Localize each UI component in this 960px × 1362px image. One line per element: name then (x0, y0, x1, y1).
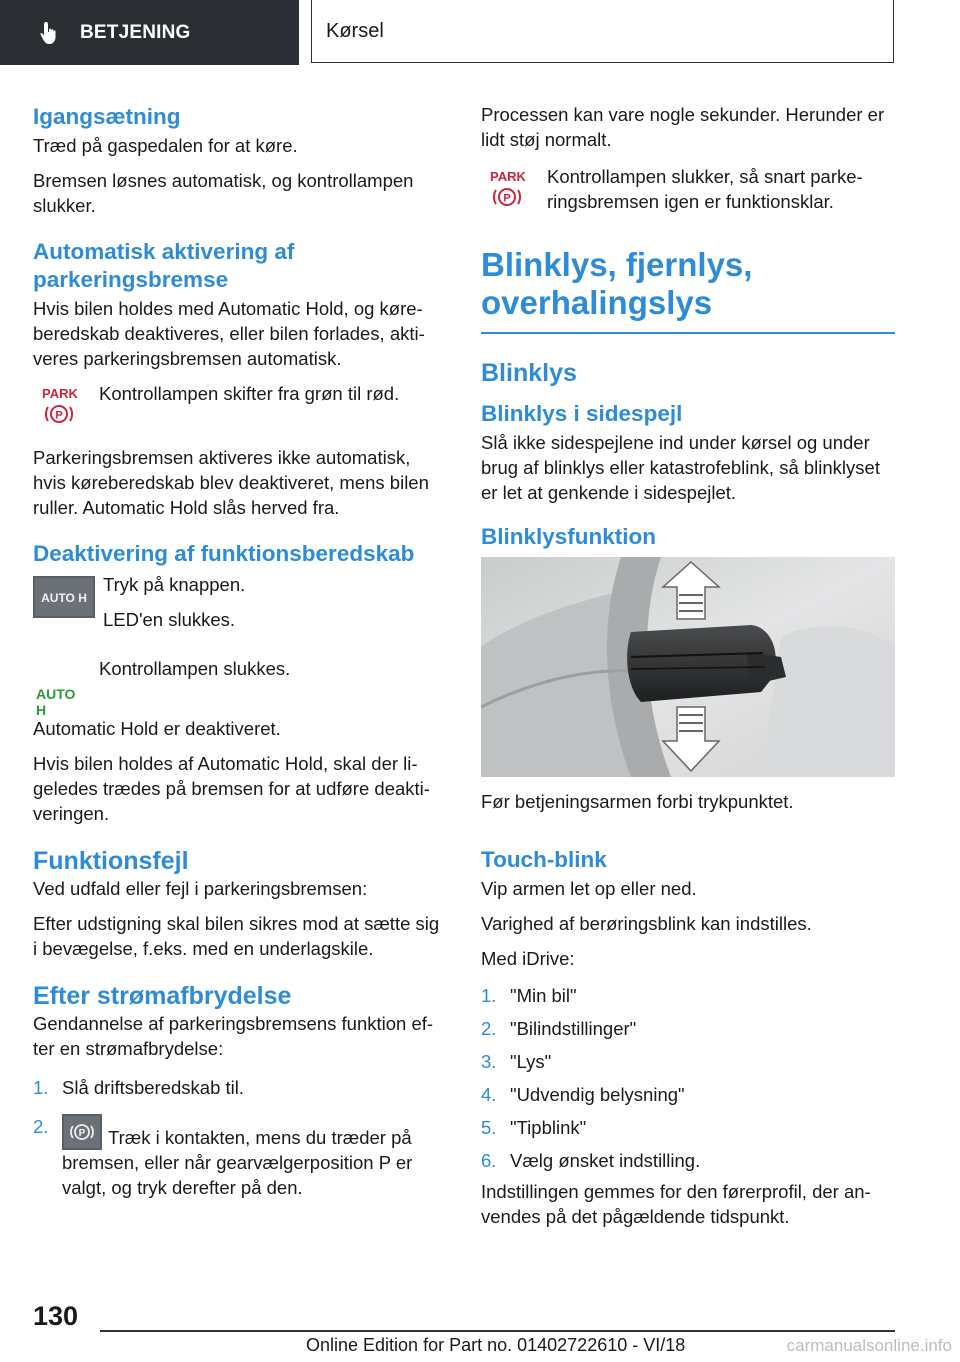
park-lamp-note (33, 381, 447, 429)
paragraph: Varighed af berøringsblink kan indstilles. (481, 913, 812, 934)
list-item: 5. "Tipblink" (481, 1117, 587, 1138)
auto-h-lamp-label: AUTO H (36, 686, 76, 718)
heading-igangsaetning: Igangsætning (33, 104, 181, 129)
image-caption: Før betjeningsarmen forbi trykpunktet. (481, 791, 794, 812)
heading-touch-blink: Touch-blink (481, 847, 607, 872)
footer-rule (100, 1330, 895, 1332)
switch-symbol: P (78, 1128, 86, 1139)
park-label: PARK (42, 386, 78, 401)
paragraph: Gendannelse af parkeringsbremsens funktion efter en strømafbrydelse: (33, 1013, 434, 1059)
park-symbol: P (55, 409, 63, 422)
auto-h-button-icon (33, 576, 95, 618)
park-brake-red-icon (33, 381, 89, 429)
touch-blink-steps-list (481, 983, 895, 1173)
paragraph: Indstillingen gemmes for den førerprofil, der anvendes på det pågældende tidspunkt. (481, 1181, 871, 1227)
list-item: 2. "Bilindstillinger" (481, 1018, 637, 1039)
paragraph: Automatic Hold er deaktiveret. (33, 718, 281, 739)
auto-h-lamp-note (33, 656, 447, 718)
section-label: BETJENING (80, 21, 191, 43)
paragraph: Kontrollampen slukkes. (99, 658, 291, 679)
chapter-tab (311, 0, 894, 63)
paragraph: Hvis bilen holdes af Automatic Hold, skal der ligeledes trædes på bremsen for at udføre deaktiveringen. (33, 753, 430, 824)
heading-efter-stroemafbrydelse: Efter strømafbrydelse (33, 982, 292, 1010)
list-item: 4. "Udvendig belysning" (481, 1084, 685, 1105)
watermark: carmanualsonline.info (786, 1336, 952, 1355)
auto-h-button-label: AUTO H (41, 591, 87, 605)
list-item: 3. "Lys" (481, 1051, 552, 1072)
turn-signal-lever-illustration (481, 557, 895, 777)
paragraph: Bremsen løsnes automatisk, og kontrollampen slukker. (33, 170, 414, 216)
heading-blinklys-i-sidespejl: Blinklys i sidespejl (481, 401, 683, 426)
paragraph: Træd på gaspedalen for at køre. (33, 135, 298, 156)
paragraph: Hvis bilen holdes med Automatic Hold, og køreberedskab deaktiveres, eller bilen forlades, aktiveres parkeringsbremsen automatisk. (33, 298, 425, 369)
park-brake-red-icon (481, 164, 537, 212)
heading-blinklys-fjernlys: Blinklys, fjernlys, overhalingslys (481, 246, 753, 321)
paragraph: Tryk på knappen. (103, 574, 246, 595)
list-item: 6. Vælg ønsket indstilling. (481, 1150, 701, 1171)
paragraph: Ved udfald eller fejl i parkeringsbremsen: (33, 878, 368, 899)
heading-funktionsfejl: Funktionsfejl (33, 847, 189, 875)
paragraph: Vip armen let op eller ned. (481, 878, 697, 899)
heading-rule (481, 332, 895, 334)
paragraph: Kontrollampen slukker, så snart parkeringsbremsen igen er funktionsklar. (547, 166, 863, 212)
chapter-label: Kørsel (326, 19, 384, 42)
heading-blinklys: Blinklys (481, 359, 577, 387)
list-item: 1. "Min bil" (481, 985, 577, 1006)
paragraph: Kontrollampen skifter fra grøn til rød. (99, 383, 400, 404)
page-number: 130 (33, 1301, 79, 1331)
parking-brake-switch-icon (62, 1114, 102, 1150)
list-item: 2. P Træk i kontakten, mens du træder på bremsen, eller når gearvælgerposition P er valgt, og tryk derefter på den. (33, 1116, 413, 1198)
paragraph: Parkeringsbremsen aktiveres ikke automatisk, hvis køreberedskab blev deaktiveret, mens bilen ruller. Automatic Hold slås herved fra. (33, 447, 429, 518)
park-label: PARK (490, 169, 526, 184)
heading-blinklysfunktion: Blinklysfunktion (481, 524, 657, 549)
paragraph: Efter udstigning skal bilen sikres mod at sætte sig i bevægelse, f.eks. med en underlagskile. (33, 913, 440, 959)
edition-text: Online Edition for Part no. 01402722610 - VI/18 (306, 1335, 686, 1355)
paragraph: Med iDrive: (481, 948, 575, 969)
restore-steps-list (33, 1075, 447, 1200)
paragraph: LED'en slukkes. (103, 609, 236, 630)
heading-deaktivering: Deaktivering af funktionsberedskab (33, 541, 415, 566)
paragraph: Processen kan vare nogle sekunder. Herunder er lidt støj normalt. (481, 104, 885, 150)
park-symbol: P (503, 192, 511, 205)
hand-pointer-icon (38, 20, 64, 46)
paragraph: Slå ikke sidespejlene ind under kørsel og under brug af blinklys eller katastrofeblink, så blinklyset er let at genkende i sidespejlet. (481, 432, 880, 503)
section-tab (0, 0, 299, 65)
left-column (33, 100, 447, 1210)
list-item: 1. Slå driftsberedskab til. (33, 1077, 245, 1098)
right-column (481, 100, 895, 1239)
auto-h-green-icon (33, 656, 89, 718)
park-lamp-note (481, 164, 895, 214)
auto-h-button-note (33, 574, 447, 642)
heading-automatisk-aktivering: Automatisk aktivering af parkeringsbremse (33, 239, 295, 292)
